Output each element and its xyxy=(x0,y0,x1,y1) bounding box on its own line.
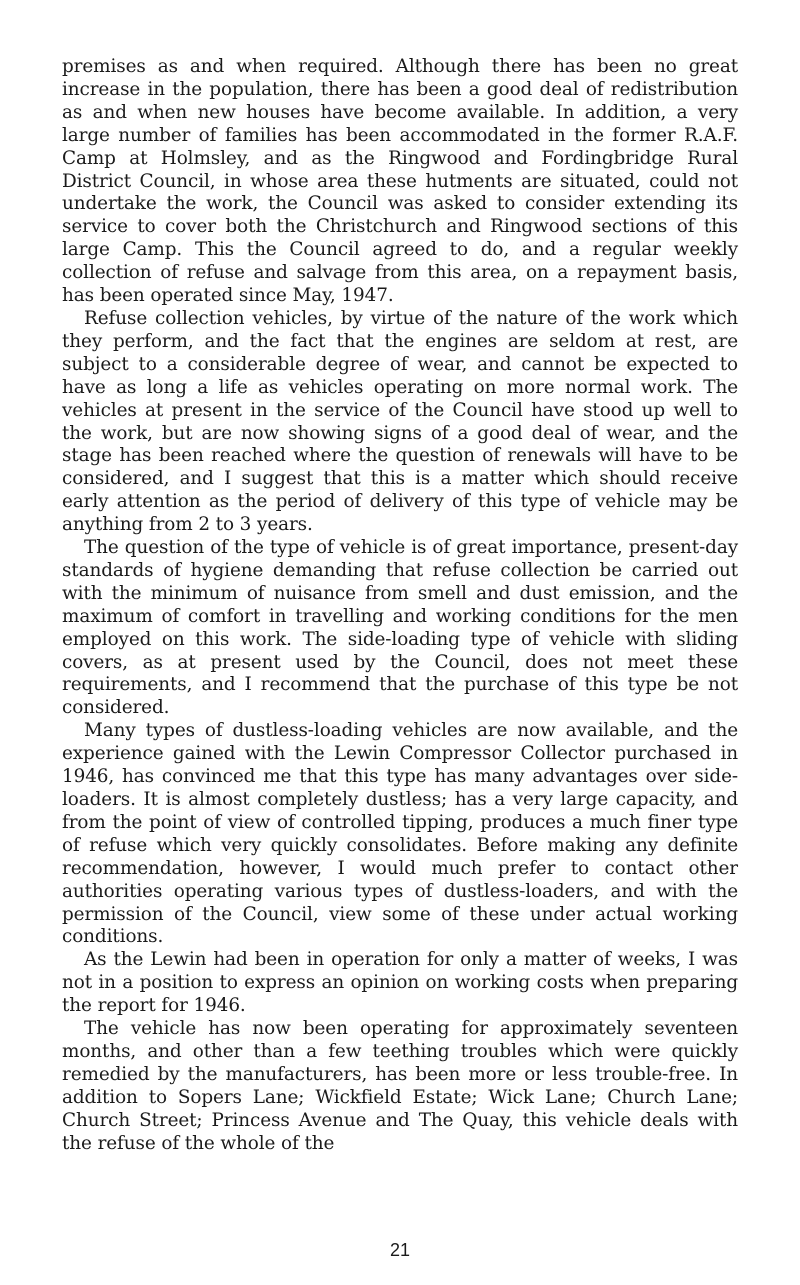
paragraph-1: premises as and when required. Although there has been no great increase in the population, there has been a good deal of redistribution as and when new houses have become available. In addition, a very large number of families has been accommodated in the former R.A.F. Camp at Holmsley, and as the Ringwood and Fordingbridge Rural District Council, in whose area these hutments are situated, could not undertake the work, the Council was asked to consider extending its service to cover both the Christchurch and Ringwood sections of this large Camp. This the Council agreed to do, and a regular weekly collection of refuse and salvage from this area, on a repayment basis, has been operated since May, 1947. xyxy=(62,56,738,307)
paragraph-5: As the Lewin had been in operation for only a matter of weeks, I was not in a position to express an opinion on working costs when preparing the report for 1946. xyxy=(62,949,738,1017)
page-number: 21 xyxy=(389,1240,411,1260)
paragraph-2: Refuse collection vehicles, by virtue of the nature of the work which they perform, and the fact that the engines are seldom at rest, are subject to a considerable degree of wear, and cannot be expected to have as long a life as vehicles operating on more normal work. The vehicles at present in the service of the Council have stood up well to the work, but are now showing signs of a good deal of wear, and the stage has been reached where the question of renewals will have to be considered, and I suggest that this is a matter which should receive early attention as the period of delivery of this type of vehicle may be anything from 2 to 3 years. xyxy=(62,307,738,536)
body-text xyxy=(62,56,738,1156)
paragraph-3: The question of the type of vehicle is of great importance, present-day standards of hygiene demanding that refuse collection be carried out with the minimum of nuisance from smell and dust emission, and the maximum of comfort in travelling and working conditions for the men employed on this work. The side-loading type of vehicle with sliding covers, as at present used by the Council, does not meet these requirements, and I recommend that the purchase of this type be not considered. xyxy=(62,537,738,719)
paragraph-4: Many types of dustless-loading vehicles are now available, and the experience gained with the Lewin Compressor Collector purchased in 1946, has convinced me that this type has many advantages over side-loaders. It is almost completely dustless; has a very large capacity, and from the point of view of controlled tipping, produces a much finer type of refuse which very quickly consolidates. Before making any definite recommendation, however, I would much prefer to contact other authorities operating various types of dustless-loaders, and with the permission of the Council, view some of these under actual working conditions. xyxy=(62,720,738,948)
paragraph-6: The vehicle has now been operating for approximately seventeen months, and other than a few teething troubles which were quickly remedied by the manufacturers, has been more or less trouble-free. In addition to Sopers Lane; Wickfield Estate; Wick Lane; Church Lane; Church Street; Princess Avenue and The Quay, this vehicle deals with the refuse of the whole of the xyxy=(62,1018,738,1154)
